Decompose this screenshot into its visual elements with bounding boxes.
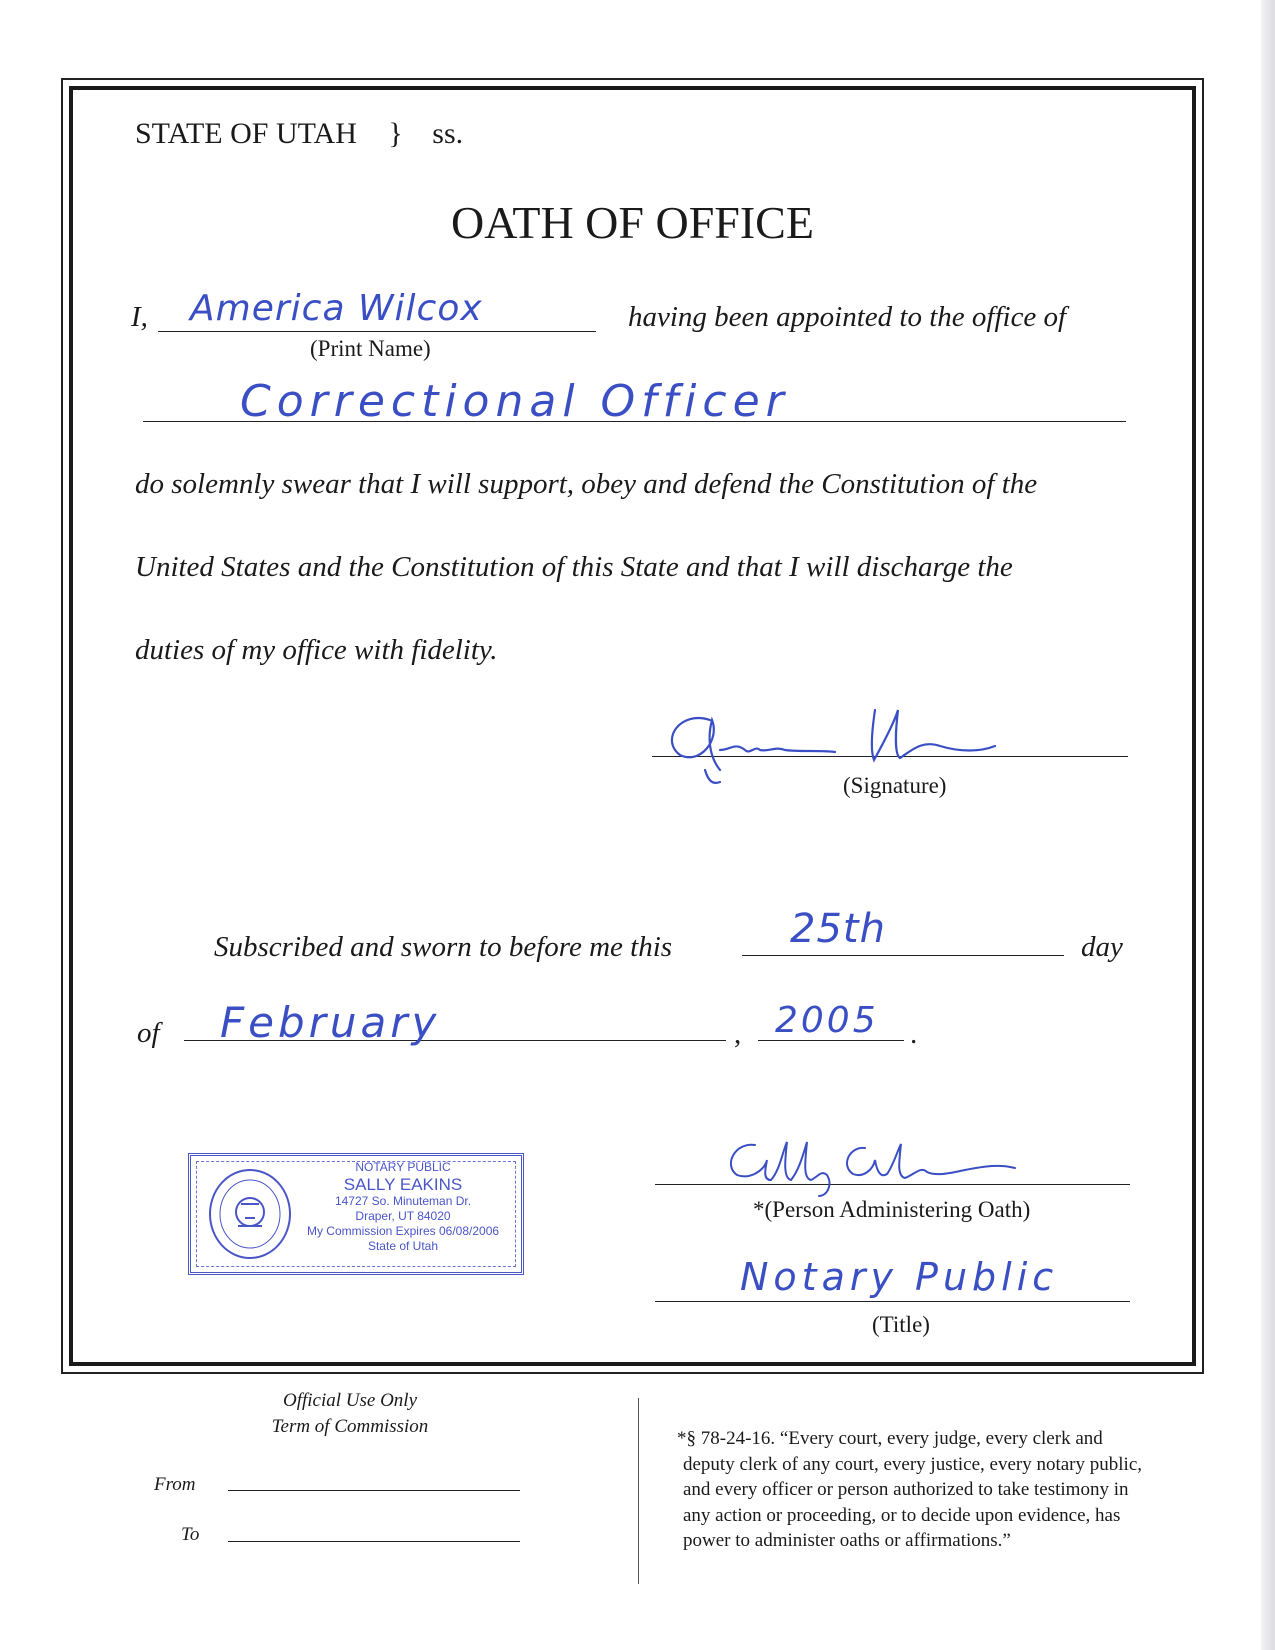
title-label: (Title) [872,1312,930,1337]
stamp-line-3: 14727 So. Minuteman Dr. [334,1194,472,1208]
from-line [228,1490,520,1491]
stamp-line-2: SALLY EAKINS [343,1175,463,1194]
stamp-line-5: My Commission Expires 06/08/2006 [306,1224,500,1238]
oath-prefix: I, [131,301,148,333]
name-handwritten: America Wilcox [190,288,483,329]
footer-divider [638,1398,639,1584]
statute-text [677,1426,1142,1554]
signature-label: (Signature) [843,773,947,798]
year-period: . [910,1018,918,1050]
stamp-line-4: Draper, UT 84020 [355,1209,451,1223]
brace: } [388,117,403,150]
title-line [655,1301,1130,1302]
term-of-commission-label: Term of Commission [271,1416,429,1437]
month-comma: , [734,1018,742,1050]
oath-body-line-3: duties of my office with fidelity. [135,634,498,666]
from-label: From [154,1474,196,1495]
ss-abbrev: ss. [432,117,464,150]
stamp-line-1: NOTARY PUBLIC [355,1160,451,1174]
day-word: day [1081,931,1123,963]
oath-body-line-1: do solemnly swear that I will support, obey and defend the Constitution of the [135,468,1038,500]
state-seal-icon [205,1166,295,1262]
notary-stamp [188,1153,524,1275]
of-word: of [137,1017,160,1049]
statute-line-1: *§ 78-24-16. “Every court, every judge, every clerk and [677,1428,1103,1449]
statute-line-5: power to administer oaths or affirmations.” [683,1530,1011,1551]
stamp-line-6: State of Utah [367,1239,439,1253]
to-label: To [181,1524,200,1545]
stamp-text [291,1160,515,1254]
page-title: OATH OF OFFICE [451,197,814,248]
state-name: STATE OF UTAH [135,117,357,150]
administering-signature-mark [715,1130,1075,1200]
office-handwritten: Correctional Officer [240,376,790,427]
state-heading [135,117,463,151]
title-handwritten: Notary Public [740,1255,1059,1299]
statute-line-2: deputy clerk of any court, every justice, every notary public, [683,1453,1142,1475]
official-use-label: Official Use Only [282,1390,418,1411]
day-line [742,955,1064,956]
sworn-text: Subscribed and sworn to before me this [214,931,673,963]
day-handwritten: 25th [790,906,886,952]
to-line [228,1541,520,1542]
month-handwritten: February [220,998,441,1047]
appointed-text: having been appointed to the office of [628,301,1067,333]
statute-line-3: and every officer or person authorized to take testimony in [683,1479,1129,1500]
print-name-label: (Print Name) [310,336,431,361]
oath-body-line-2: United States and the Constitution of this State and that I will discharge the [135,551,1013,583]
year-handwritten: 2005 [775,1000,879,1041]
name-line [158,331,596,332]
administering-label: *(Person Administering Oath) [753,1197,1031,1222]
statute-line-4: any action or proceeding, or to decide upon evidence, has [683,1504,1121,1526]
